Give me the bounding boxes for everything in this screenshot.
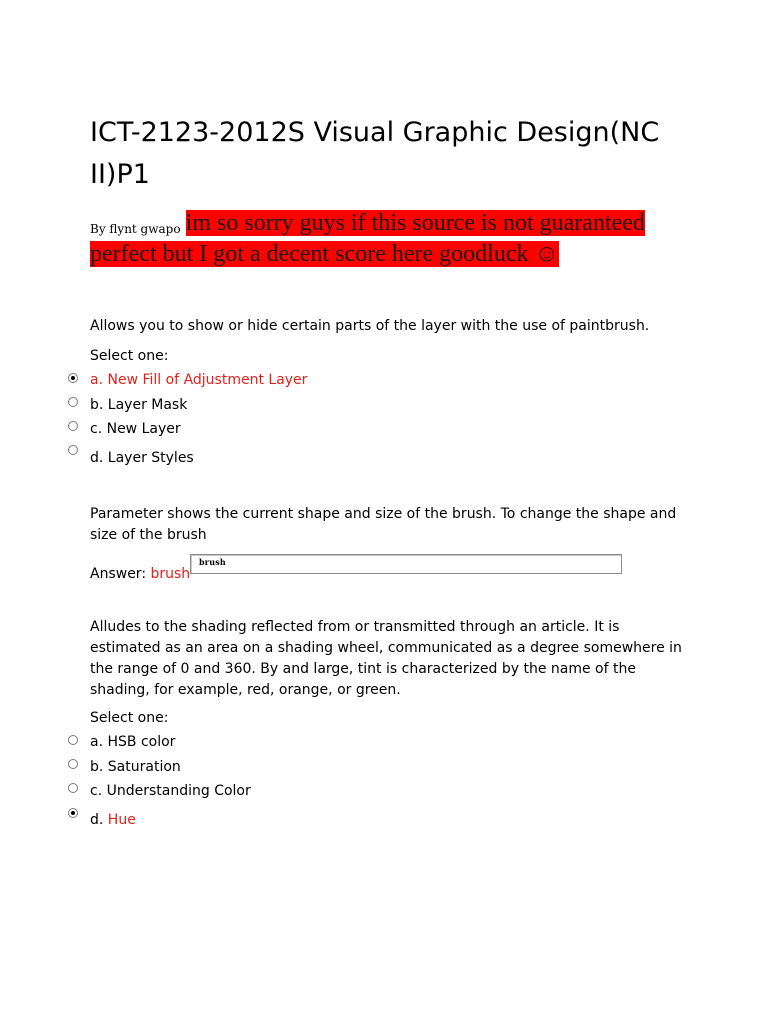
q1-option-d-radio[interactable] bbox=[68, 445, 78, 455]
q3-option-a-label: a. HSB color bbox=[90, 734, 176, 750]
q1-option-b-radio[interactable] bbox=[68, 397, 78, 407]
page-title: ICT-2123-2012S Visual Graphic Design(NC II)P1 bbox=[90, 117, 660, 190]
byline bbox=[90, 208, 690, 270]
q1-option-a-radio[interactable] bbox=[68, 373, 78, 383]
q1-option-b-label: b. Layer Mask bbox=[90, 397, 188, 413]
q1-option-c-radio[interactable] bbox=[68, 421, 78, 431]
author-name: By flynt gwapo bbox=[90, 222, 181, 236]
q1-option-d-label: d. Layer Styles bbox=[90, 450, 194, 466]
question-2-text: Parameter shows the current shape and size of the brush. To change the shape and size of the brush bbox=[90, 506, 677, 543]
q3-option-c-label: c. Understanding Color bbox=[90, 783, 251, 799]
q3-option-d-prefix: d. bbox=[90, 812, 104, 828]
q1-option-c-label: c. New Layer bbox=[90, 421, 181, 437]
answer-value: brush bbox=[150, 566, 191, 582]
answer-input-value: brush bbox=[199, 557, 226, 567]
question-3-select-label: Select one: bbox=[90, 710, 169, 726]
question-3-text: Alludes to the shading reflected from or transmitted through an article. It is estimated as an area on a shading wheel, communicated as a degree somewhere in the range of 0 and 360. By and large, tint is characterized by the name of the shading, for example, red, orange, or green. bbox=[90, 619, 682, 698]
q1-option-a-label: a. New Fill of Adjustment Layer bbox=[90, 372, 308, 388]
q3-option-d-radio[interactable] bbox=[68, 808, 78, 818]
q3-option-d-label: Hue bbox=[107, 812, 136, 828]
q3-option-b-label: b. Saturation bbox=[90, 759, 181, 775]
question-1-text: Allows you to show or hide certain parts of the layer with the use of paintbrush. bbox=[90, 318, 650, 334]
answer-line bbox=[90, 566, 190, 582]
q3-option-c-radio[interactable] bbox=[68, 783, 78, 793]
q3-option-b-radio[interactable] bbox=[68, 759, 78, 769]
apology-note bbox=[90, 210, 645, 267]
answer-label: Answer: bbox=[90, 566, 147, 582]
note-line-2: perfect but I got a decent score here goodluck ☺ bbox=[90, 241, 559, 267]
q3-option-a-radio[interactable] bbox=[68, 735, 78, 745]
note-line-1: im so sorry guys if this source is not guaranteed bbox=[185, 210, 645, 236]
question-1-select-label: Select one: bbox=[90, 348, 169, 364]
q3-option-d-line bbox=[90, 812, 136, 828]
answer-input[interactable] bbox=[190, 554, 622, 574]
